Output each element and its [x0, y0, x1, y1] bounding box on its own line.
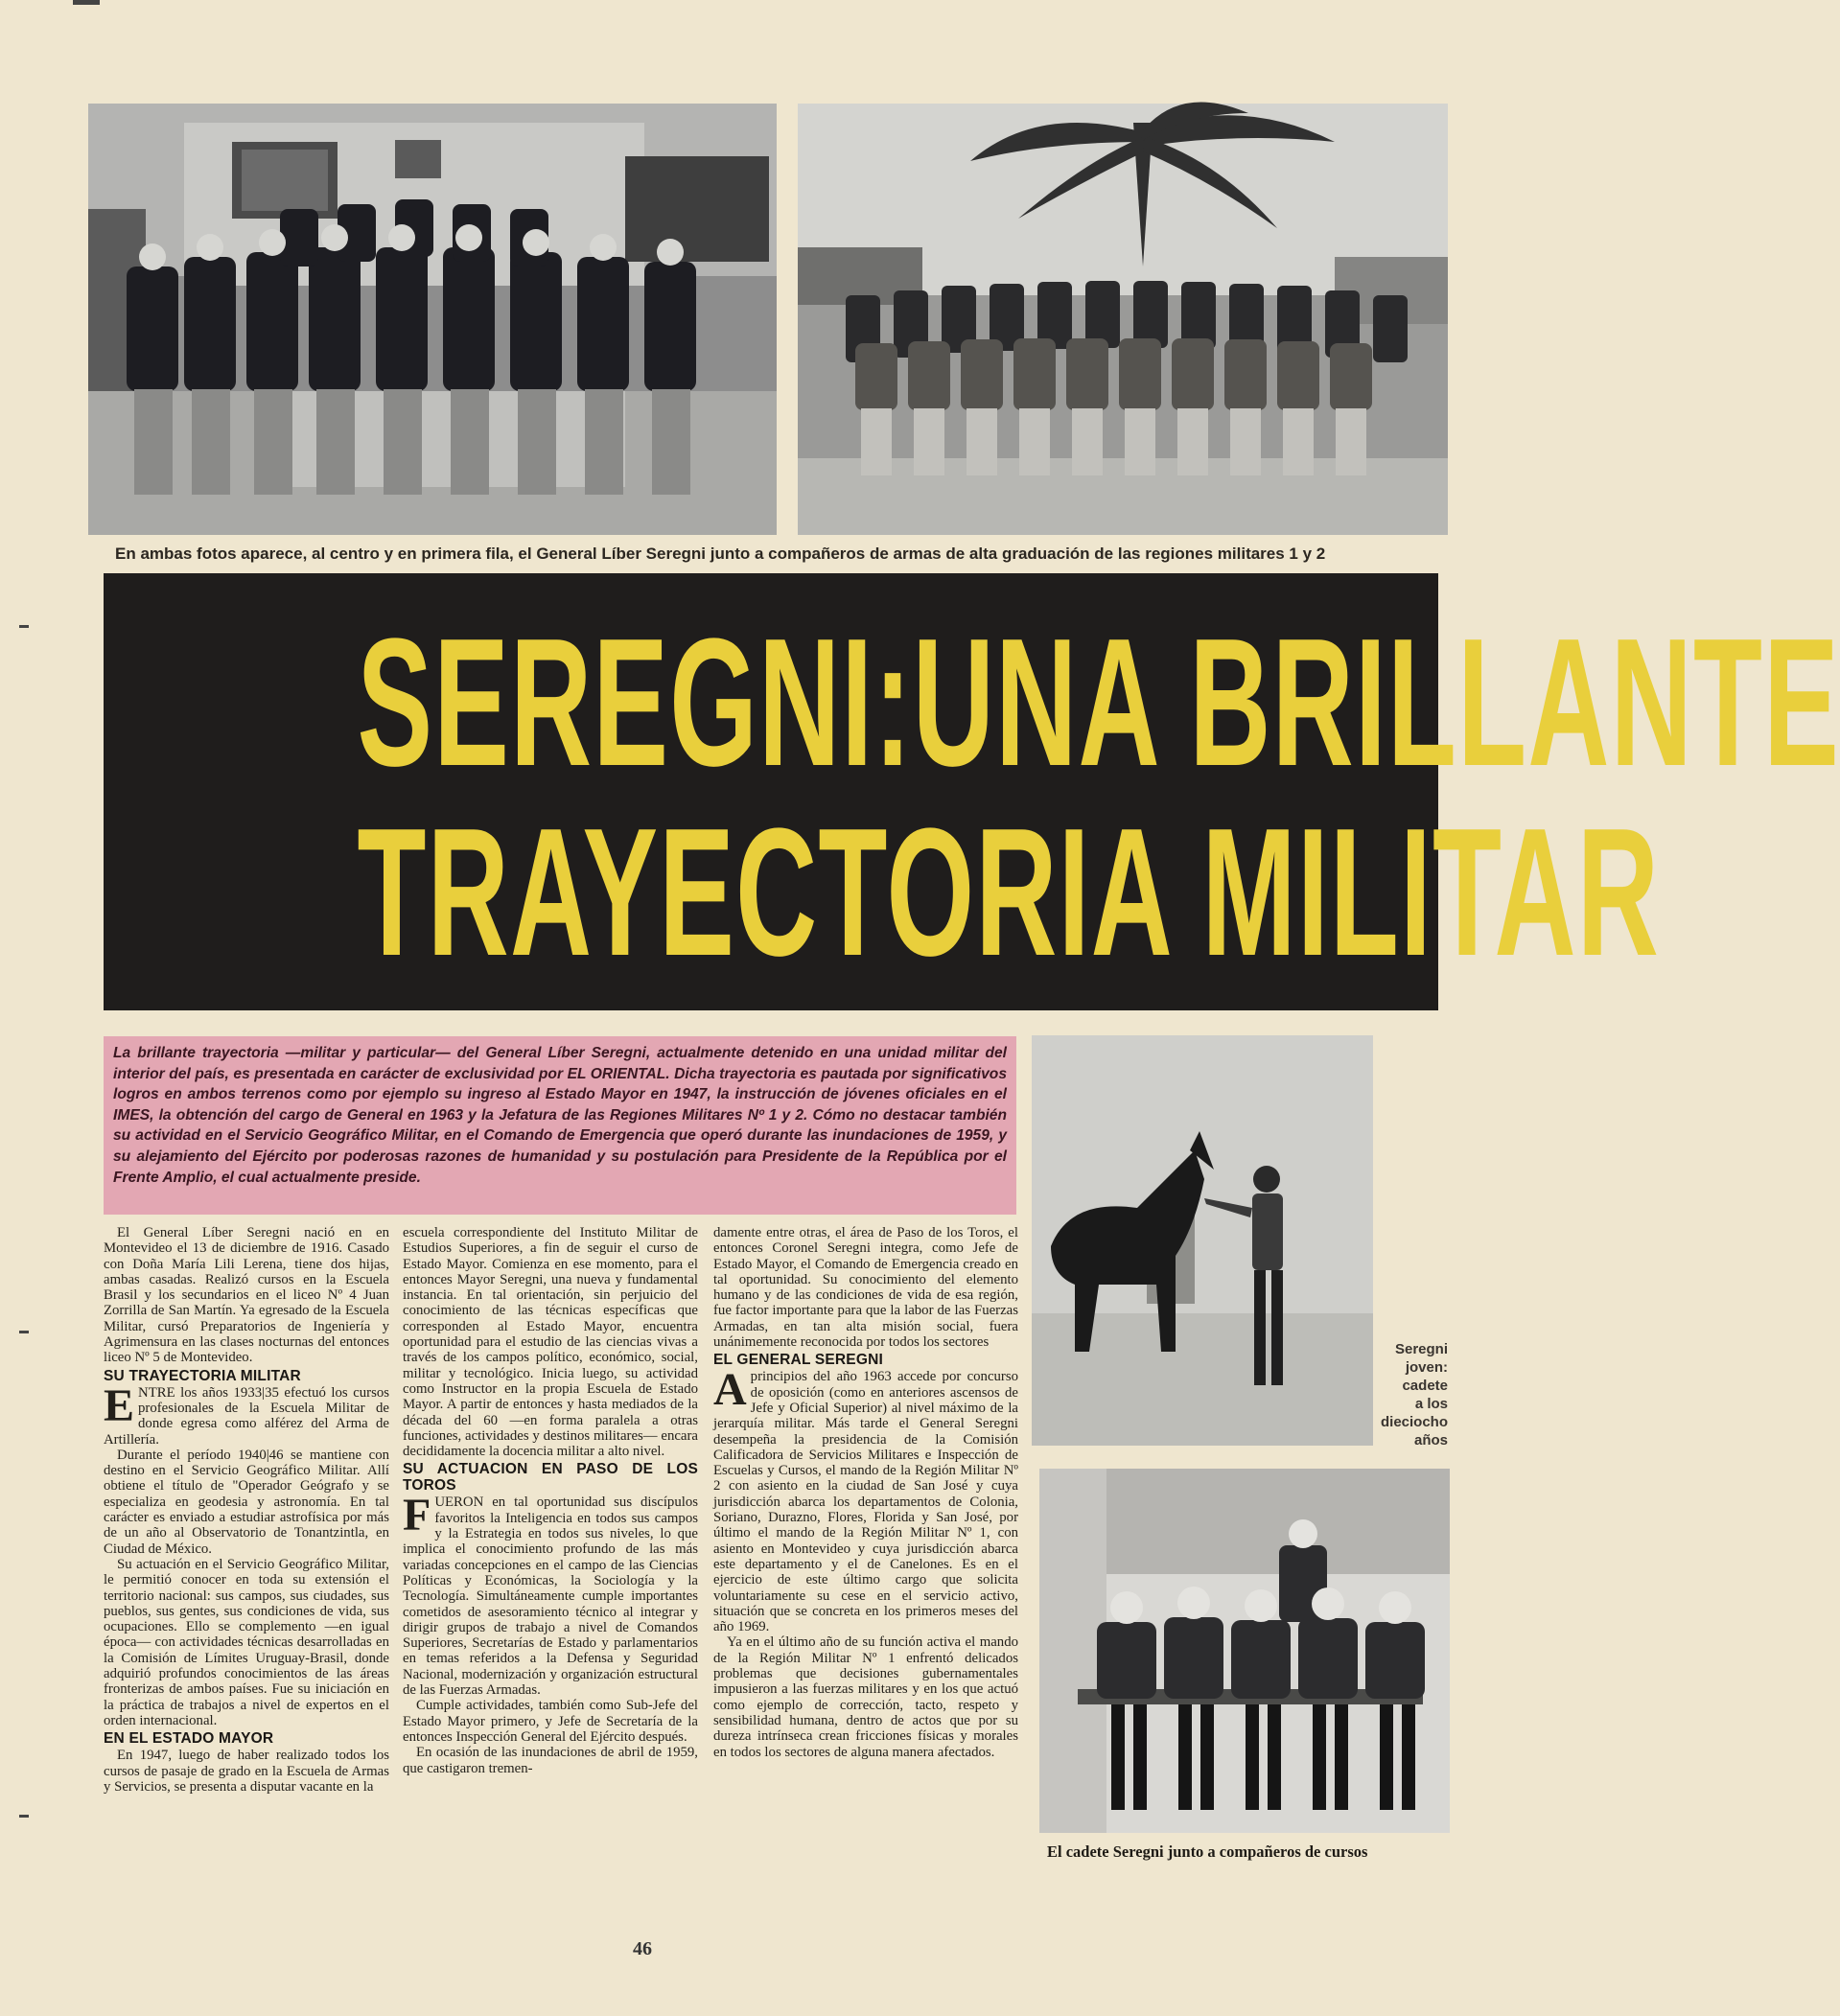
cadet-photo-caption: [1381, 1340, 1448, 1449]
paragraph: UERON en tal oportunidad sus discípulos favoritos la Inteligencia en todos sus campos y la Estrategia en todos sus niveles, lo que implica el conocimiento profundo de las más variadas concepciones en el campo de las Ciencias Políticas y Económicas, la Sociología y la Tecnología. Simultáneamente cumple importantes cometidos de asesoramiento técnico al integrar y dirigir grupos de trabajo a nivel de Comandos Superiores, Secretarías de Estado y parlamentarios en temas referidos a la Defensa y Seguridad Nacional, modernización y organización estructural de las Fuerzas Armadas.: [403, 1495, 698, 1699]
margin-mark-left-3: [19, 1815, 29, 1818]
paragraph: damente entre otras, el área de Paso de los Toros, el entonces Coronel Seregni integra, como Jefe de Estado Mayor, el Comando de Emergencia creado en tal oportunidad. Su conocimiento del elemento humano y de las condiciones de vida de esa región, fue factor importante para que la labor de las Fuerzas Armadas, en tan alta misión social, fuera unánimemente reconocida por todos los sectores: [713, 1225, 1018, 1351]
photo-officers-group-2: [798, 104, 1448, 535]
drop-cap: A: [713, 1364, 747, 1416]
caption-line: a los: [1414, 1396, 1448, 1412]
page-number: 46: [633, 1938, 652, 1959]
caption-line: joven:: [1405, 1359, 1448, 1376]
margin-mark-left-2: [19, 1331, 29, 1333]
section-heading: SU TRAYECTORIA MILITAR: [104, 1367, 301, 1384]
paragraph: NTRE los años 1933|35 efectuó los cursos profesionales de la Escuela Militar de donde egresa como alférez del Arma de Artillería.: [104, 1384, 389, 1448]
top-photos-caption: En ambas fotos aparece, al centro y en primera fila, el General Líber Seregni junto a compañeros de armas de alta graduación de las regiones militares 1 y 2: [115, 545, 1326, 563]
cadets-photo-caption: El cadete Seregni junto a compañeros de cursos: [1047, 1842, 1368, 1861]
headline-banner: [104, 573, 1840, 1010]
paragraph: Cumple actividades, también como Sub-Jefe del Estado Mayor primero, y Jefe de Secretaría de la entonces Inspección General del Ejército después.: [403, 1698, 698, 1745]
drop-cap: E: [104, 1379, 135, 1431]
caption-line: años: [1413, 1432, 1448, 1448]
paragraph: Su actuación en el Servicio Geográfico Militar, le permitió conocer en toda su extensión el territorio nacional: sus campos, sus ciudades, sus pueblos, sus gentes, sus condiciones de vida, sus ocupaciones. Ello se complemento —en igual época— con actividades técnicas desarrolladas en la Comisión de Límites Uruguay-Brasil, donde adquirió profundos conocimientos de las áreas fronterizas de ambos países. Fue su iniciación en la práctica de trabajos a nivel de expertos en el orden internacional.: [104, 1556, 389, 1728]
paragraph: escuela correspondiente del Instituto Militar de Estudios Superiores, a fin de seguir el curso de Estado Mayor. Comienza en ese momento, para el entonces Mayor Seregni, una nueva y fundamental instancia. En tal orientación, sin perjuicio del conocimiento de las técnicas específicas que corresponden al Estado Mayor, encuentra oportunidad para el estudio de las ciencias vivas a través de los campos político, económico, social, militar y tecnológico. Inicia luego, su actividad como Instructor en la propia Escuela de Estado Mayor. A partir de entonces y hasta mediados de la década del 60 —en forma paralela a otras funciones, actividades y destinos militares— encara decididamente la docencia militar a alto nivel.: [403, 1225, 698, 1460]
headline-line-2: TRAYECTORIA MILITAR: [357, 791, 1661, 994]
paragraph: En ocasión de las inundaciones de abril de 1959, que castigaron tremen-: [403, 1745, 698, 1776]
photo-cadets-group: [1039, 1469, 1450, 1833]
section-heading: EL GENERAL SEREGNI: [713, 1352, 884, 1369]
intro-box: La brillante trayectoria —militar y particular— del General Líber Seregni, actualmente detenido en una unidad militar del interior del país, es presentada en carácter de exclusividad por EL ORIENTAL. Dicha trayectoria es pautada por significativos logros en ambos terrenos como por ejemplo su ingreso al Estado Mayor en 1947, la instrucción de jóvenes oficiales en el IMES, la obtención del cargo de General en 1963 y la Jefatura de las Regiones Militares Nº 1 y 2. Cómo no destacar también su actividad en el Servicio Geográfico Militar, en el Comando de Emergencia que operó durante las inundaciones de 1959, y su alejamiento del Ejército por poderosas razones de humanidad y su postulación para Presidente de la República por el Frente Amplio, el cual actualmente preside.: [104, 1036, 1016, 1215]
margin-mark-top: [73, 0, 100, 5]
drop-cap: F: [403, 1490, 431, 1541]
section-heading: EN EL ESTADO MAYOR: [104, 1730, 274, 1748]
photo-officers-group-1: [88, 104, 777, 535]
article-column-3: [713, 1225, 1018, 1760]
paragraph: principios del año 1963 accede por concurso de oposición (como en anteriores ascensos de Jefe y Oficial Superior) al nivel máximo de la jerarquía militar. Más tarde el General Seregni desempeña la presidencia de la Comisión Calificadora de Servicios Militares e Inspección de Escuelas y Cursos, el mando de la Región Militar Nº 2 con asiento en la ciudad de San José y cuya jurisdicción abarca los departamentos de Colonia, Soriano, Durazno, Flores, Florida y San José, por último el mando de la Región Militar Nº 1, con asiento en Montevideo y cuya jurisdicción abarca este departamento y el de Canelones. Es en el ejercicio de este último cargo que solicita voluntariamente su cese en el servicio activo, situación que se concreta en los primeros meses del año 1969.: [713, 1369, 1018, 1635]
article-column-1: [104, 1225, 389, 1795]
caption-line: Seregni: [1394, 1341, 1448, 1357]
caption-line: dieciocho: [1381, 1414, 1449, 1430]
paragraph: En 1947, luego de haber realizado todos los cursos de pasaje de grado en la Escuela de Armas y Servicios, se presenta a disputar vacante en la: [104, 1748, 389, 1795]
article-column-2: [403, 1225, 698, 1776]
paragraph: El General Líber Seregni nació en en Montevideo el 13 de diciembre de 1916. Casado con Doña María Lili Lerena, tiene dos hijas, ambas casadas. Realizó cursos en la Escuela Brasil y los secundarios en el liceo Nº 4 Juan Zorrilla de San Martín. Ya egresado de la Escuela Militar, cursó Preparatorios de Ingeniería y Agrimensura en las clases nocturnas del entonces liceo Nº 5 de Montevideo.: [104, 1225, 389, 1366]
paragraph: Ya en el último año de su función activa el mando de la Región Militar Nº 1 enfrentó delicados problemas que decisiones gubernamentales impusieron a las fuerzas militares y en los que actuó como ejemplo de corrección, tacto, respeto y sensibilidad humana, dentro de actos que por su dureza intrínseca crean fricciones físicas y morales en todos los sectores de alguna manera afectados.: [713, 1634, 1018, 1760]
photo-cadet-with-horse: [1032, 1035, 1373, 1446]
headline-line-1: SEREGNI:UNA BRILLANTE: [357, 601, 1840, 804]
section-heading: SU ACTUACION EN PASO DE LOS TOROS: [403, 1461, 698, 1495]
caption-line: cadete: [1402, 1378, 1448, 1394]
paragraph: Durante el período 1940|46 se mantiene con destino en el Servicio Geográfico Militar. Allí obtiene el título de "Operador Geógrafo y se especializa en geodesia y astronomía. En tal carácter es enviado a estudiar astrofísica por más de un año al Observatorio de Tonantzintla, en Ciudad de México.: [104, 1447, 389, 1557]
margin-mark-left-1: [19, 625, 29, 628]
